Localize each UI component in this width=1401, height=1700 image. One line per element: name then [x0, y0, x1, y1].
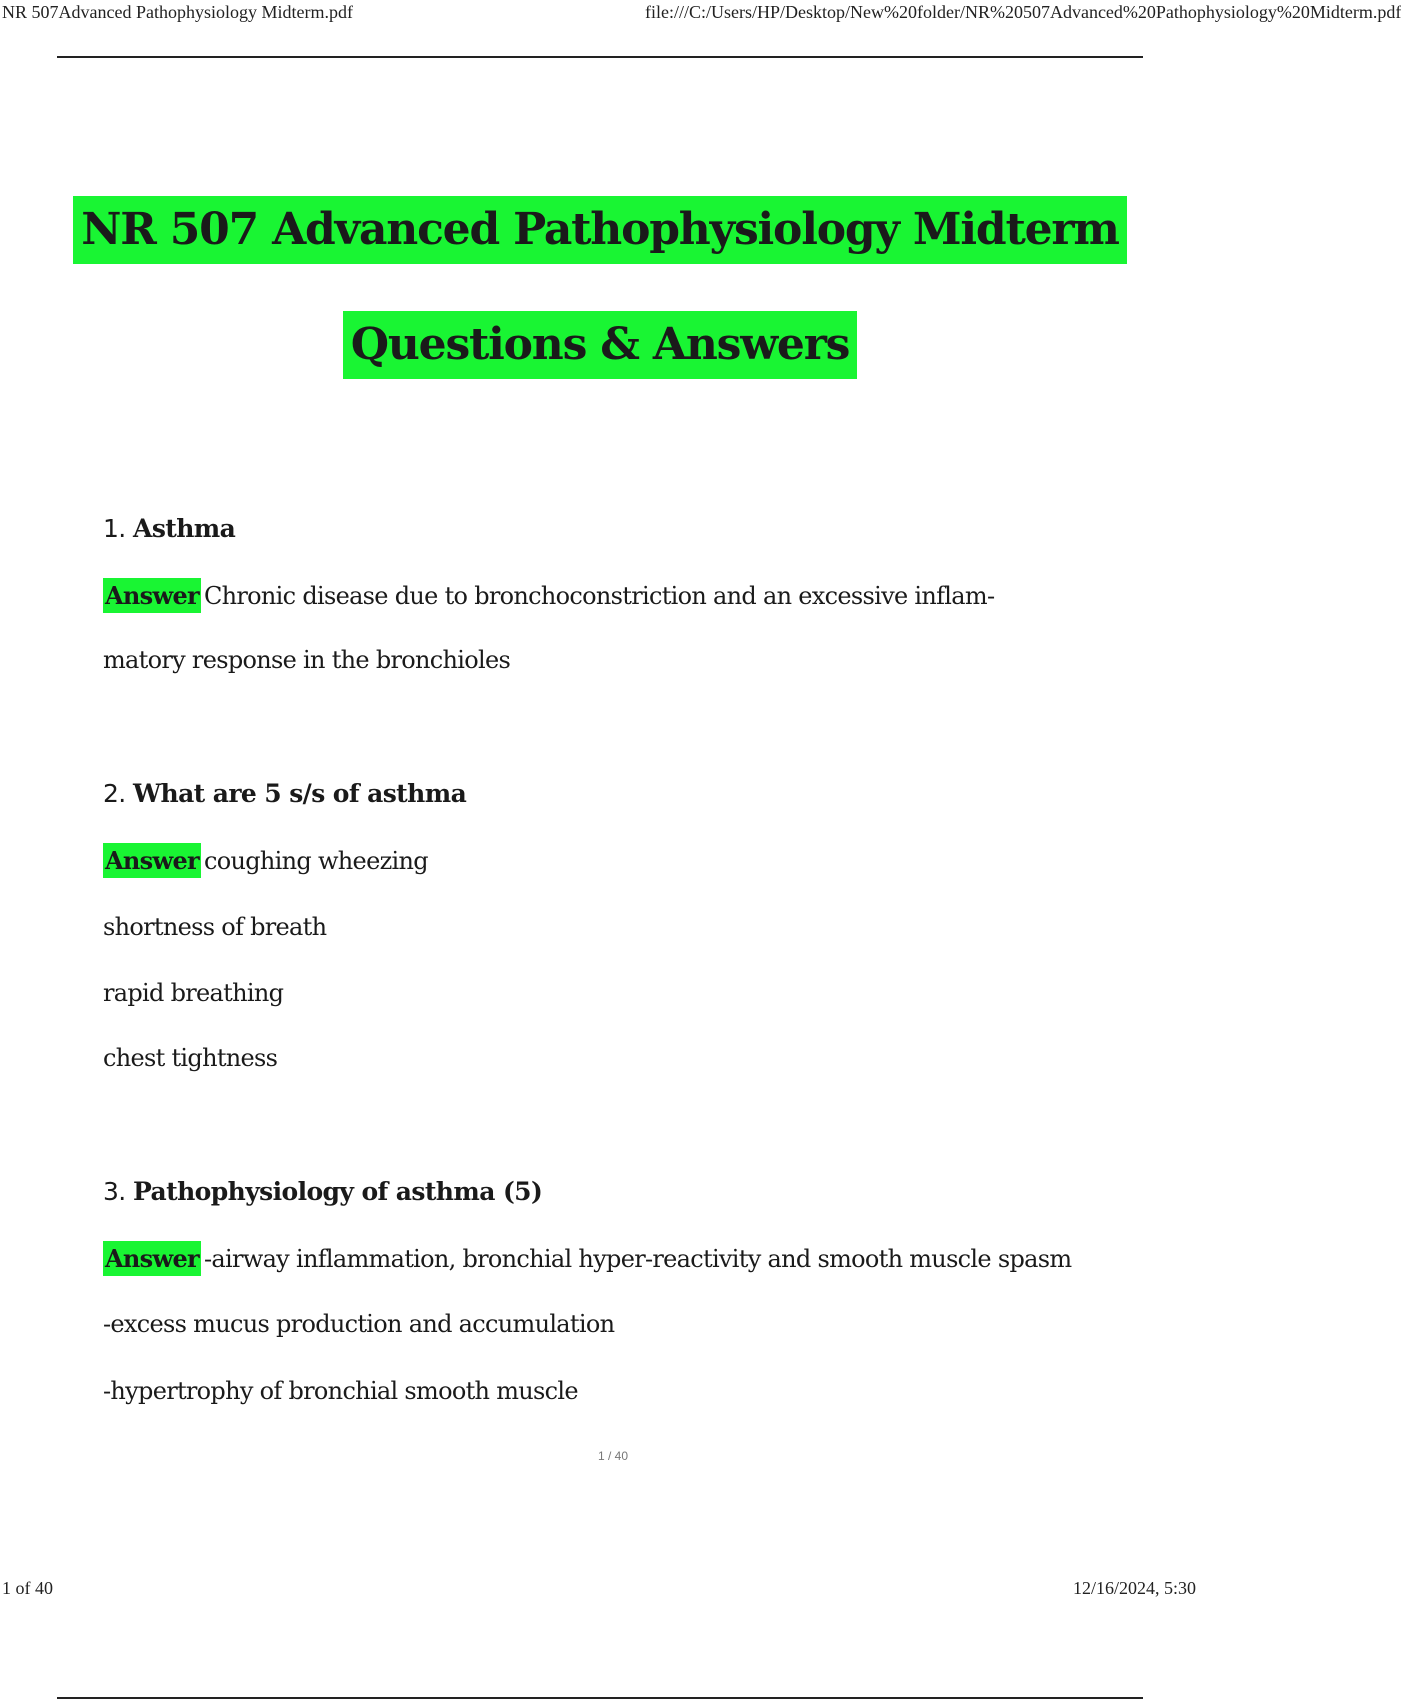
- print-footer-page: 1 of 40: [2, 1578, 53, 1598]
- print-header-filename: NR 507Advanced Pathophysiology Midterm.pdf: [2, 2, 353, 22]
- answer-line: shortness of breath: [103, 913, 327, 941]
- answer-line: matory response in the bronchioles: [103, 646, 511, 674]
- title-highlight-2: Questions & Answers: [343, 311, 858, 379]
- question-number: 3.: [103, 1177, 126, 1206]
- answer-line: rapid breathing: [103, 979, 284, 1007]
- question-number: 1.: [103, 514, 126, 543]
- question-text: What are 5 s/s of asthma: [133, 779, 467, 808]
- question-heading-3: [103, 1177, 542, 1206]
- answer-text: -airway inflammation, bronchial hyper-reactivity and smooth muscle spasm: [203, 1245, 1072, 1273]
- question-text: Asthma: [133, 514, 236, 543]
- answer-label: Answer: [103, 578, 201, 613]
- print-header-url: file:///C:/Users/HP/Desktop/New%20folder/NR%20507Advanced%20Pathophysiology%20Midterm.pdf: [645, 2, 1401, 22]
- print-header: [0, 0, 1401, 26]
- answer-label: Answer: [103, 1241, 201, 1276]
- question-text: Pathophysiology of asthma (5): [133, 1177, 543, 1206]
- answer-line: -hypertrophy of bronchial smooth muscle: [103, 1377, 578, 1405]
- question-number: 2.: [103, 779, 126, 808]
- answer-line: [103, 1244, 1071, 1273]
- answer-text: Chronic disease due to bronchoconstriction and an excessive inflam-: [203, 582, 995, 610]
- title-highlight-1: NR 507 Advanced Pathophysiology Midterm: [73, 196, 1127, 264]
- footer-divider: [57, 1697, 1143, 1699]
- page-counter: 1 / 40: [597, 1449, 629, 1463]
- header-divider: [57, 56, 1143, 58]
- answer-line: -excess mucus production and accumulation: [103, 1310, 615, 1338]
- document-title-line-2: [0, 311, 1200, 379]
- answer-label: Answer: [103, 843, 201, 878]
- document-title-line-1: [0, 196, 1200, 264]
- answer-line: [103, 581, 994, 610]
- answer-line: [103, 846, 428, 875]
- answer-line: chest tightness: [103, 1044, 278, 1072]
- question-heading-2: [103, 779, 466, 808]
- print-footer-datetime: 12/16/2024, 5:30: [1072, 1578, 1196, 1598]
- question-heading-1: [103, 514, 235, 543]
- answer-text: coughing wheezing: [203, 847, 428, 875]
